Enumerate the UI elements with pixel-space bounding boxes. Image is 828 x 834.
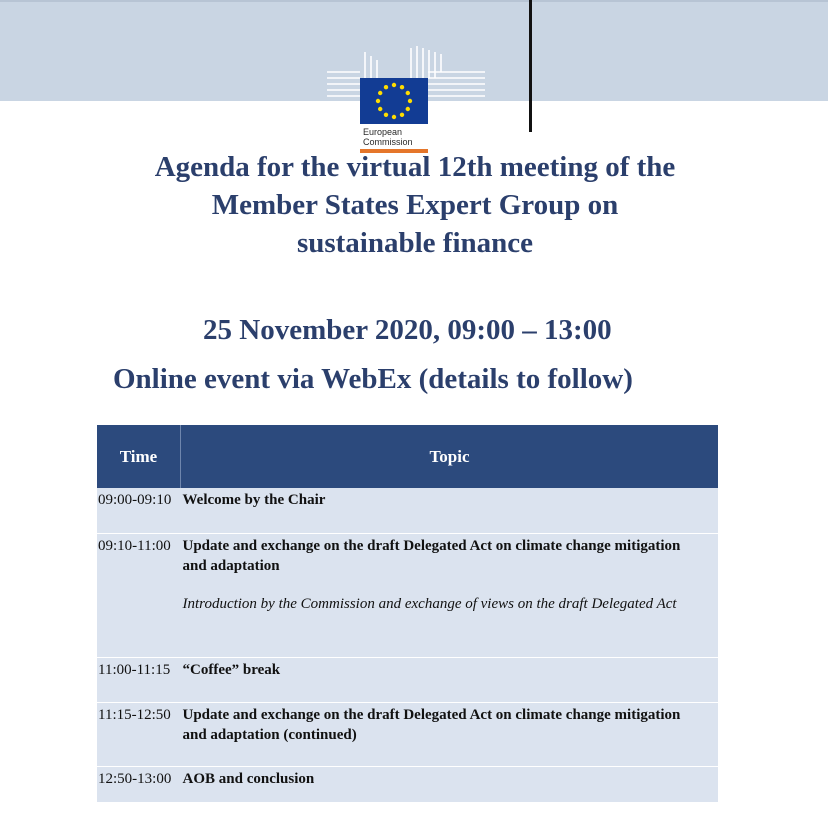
meeting-date: 25 November 2020, 09:00 – 13:00 <box>203 314 612 346</box>
topic-cell <box>181 658 719 703</box>
agenda-table <box>97 425 718 803</box>
agenda-header-row <box>97 425 718 488</box>
topic-title: “Coffee” break <box>182 662 281 678</box>
time-cell: 11:15-12:50 <box>97 703 181 767</box>
time-cell: 11:00-11:15 <box>97 658 181 703</box>
topic-cell <box>181 534 719 658</box>
table-row <box>97 703 718 767</box>
eu-flag-icon <box>360 78 428 124</box>
time-cell: 12:50-13:00 <box>97 767 181 803</box>
topic-title: AOB and conclusion <box>182 771 315 787</box>
topic-cell <box>181 488 719 534</box>
table-row <box>97 658 718 703</box>
logo-wordmark <box>363 127 453 147</box>
meeting-venue: Online event via WebEx (details to follow) <box>113 363 633 395</box>
time-cell: 09:10-11:00 <box>97 534 181 658</box>
table-row <box>97 488 718 534</box>
topic-note: Introduction by the Commission and exchange of views on the draft Delegated Act <box>182 596 677 612</box>
european-commission-logo <box>325 44 490 156</box>
logo-line-2: Commission <box>363 137 413 147</box>
column-header-time: Time <box>97 425 181 488</box>
table-row <box>97 534 718 658</box>
topic-title: Update and exchange on the draft Delegated Act on climate change mitigation and adaptation <box>182 538 681 574</box>
title-line-3: sustainable finance <box>296 227 534 259</box>
topic-title: Update and exchange on the draft Delegated Act on climate change mitigation and adaptation (continued) <box>182 707 681 743</box>
topic-title: Welcome by the Chair <box>182 492 326 508</box>
table-row <box>97 767 718 803</box>
title-line-2: Member States Expert Group on <box>211 189 619 221</box>
title-line-1: Agenda for the virtual 12th meeting of the <box>154 151 676 183</box>
column-header-topic: Topic <box>181 425 719 488</box>
page-title <box>90 148 740 262</box>
time-cell: 09:00-09:10 <box>97 488 181 534</box>
topic-cell <box>181 703 719 767</box>
vertical-divider <box>529 0 532 132</box>
topic-cell <box>181 767 719 803</box>
header-band-edge <box>0 0 828 2</box>
logo-line-1: European <box>363 127 403 137</box>
